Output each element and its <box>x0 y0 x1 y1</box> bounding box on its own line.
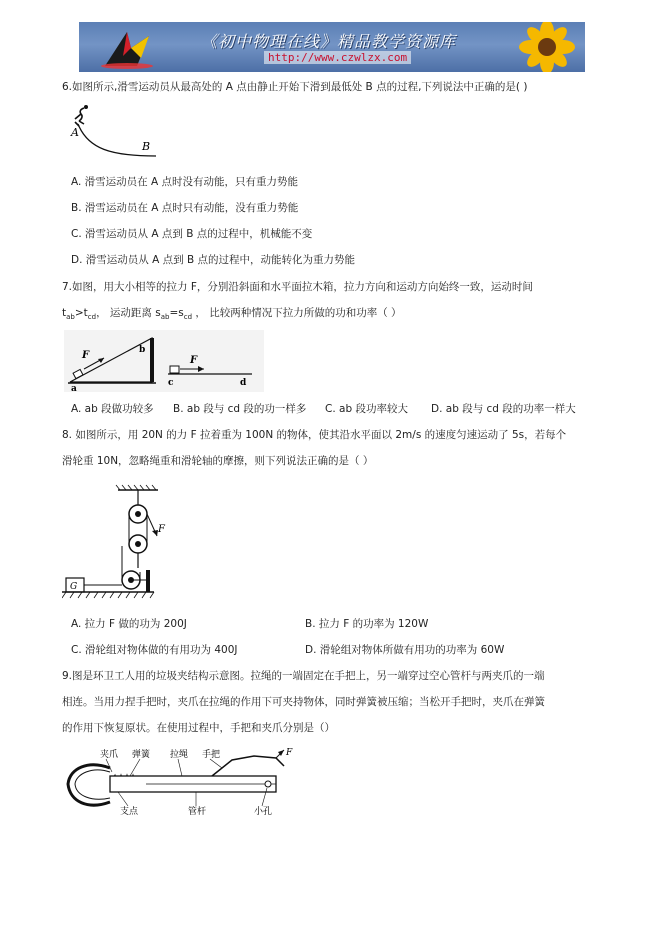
q9-label-claw: 夹爪 <box>100 750 119 760</box>
q7-label-f2: F <box>190 355 198 366</box>
q7-option-d: D. ab 段与 cd 段的功率一样大 <box>431 403 576 415</box>
q7-label-a: a <box>71 384 77 392</box>
q8-option-b: B. 拉力 F 的功率为 120W <box>305 618 429 630</box>
q7-stem: 7.如图，用大小相等的拉力 F，分别沿斜面和水平面拉木箱，拉力方向和运动方向始终一致，运动时间 <box>62 281 533 293</box>
q8-label-f: F <box>158 524 165 535</box>
q9-stem-line2: 相连。当用力捏手把时，夹爪在拉绳的作用下可夹持物体，同时弹簧被压缩；当松开手把时，夹爪在弹簧 <box>62 696 545 708</box>
q8-option-c: C. 滑轮组对物体做的有用功为 400J <box>71 644 238 656</box>
q9-label-hole: 小孔 <box>254 807 273 817</box>
q9-label-f: F <box>286 748 293 758</box>
q7-option-c: C. ab 段功率较大 <box>325 403 408 415</box>
sunflower-icon <box>509 22 585 72</box>
q9-stem-line3: 的作用下恢复原状。在使用过程中，手把和夹爪分别是（） <box>62 722 335 734</box>
q9-label-tube: 管杆 <box>188 807 207 817</box>
q6-label-a: A <box>71 126 79 139</box>
q6-option-d: D. 滑雪运动员从 A 点到 B 点的过程中，动能转化为重力势能 <box>71 254 355 266</box>
q8-stem-line1: 8. 如图所示，用 20N 的力 F 拉着重为 100N 的物体，使其沿水平面以 2m/s 的速度匀速运动了 5s，若每个 <box>62 429 567 441</box>
q9-label-rope: 拉绳 <box>170 750 189 760</box>
q7-label-f1: F <box>82 350 90 361</box>
q8-option-d: D. 滑轮组对物体所做有用功的功率为 60W <box>305 644 505 656</box>
q7-condition: $t_{ab}>t_{cd}$， 运动距离 $s_{ab}=s_{cd}$ ， 比较两种情况下拉力所做的功和功率（ ） <box>62 307 402 322</box>
q9-stem-line1: 9.图是环卫工人用的垃圾夹结构示意图。拉绳的一端固定在手把上，另一端穿过空心管杆与两夹爪的一端 <box>62 670 545 682</box>
q6-option-c: C. 滑雪运动员从 A 点到 B 点的过程中，机械能不变 <box>71 228 313 240</box>
q8-figure-pulley <box>62 484 170 606</box>
q6-label-b: B <box>142 140 151 153</box>
q7-option-a: A. ab 段做功较多 <box>71 403 154 415</box>
q9-label-pivot: 支点 <box>120 807 139 817</box>
q7-label-b: b <box>139 345 146 355</box>
q6-option-a: A. 滑雪运动员在 A 点时没有动能，只有重力势能 <box>71 176 299 188</box>
q6-stem: 6.如图所示,滑雪运动员从最高处的 A 点由静止开始下滑到最低处 B 点的过程,下列说法中正确的是( ) <box>62 81 528 93</box>
q7-label-d: d <box>240 378 247 388</box>
q8-option-a: A. 拉力 F 做的功为 200J <box>71 618 187 630</box>
logo-icon <box>97 26 157 70</box>
q7-figure <box>64 330 264 392</box>
header-banner <box>79 22 585 72</box>
q9-figure-grabber <box>62 746 294 826</box>
q8-stem-line2: 滑轮重 10N，忽略绳重和滑轮轴的摩擦，则下列说法正确的是（ ） <box>62 455 374 467</box>
banner-url[interactable]: http://www.czwlzx.com <box>264 51 411 64</box>
q9-label-spring: 弹簧 <box>132 750 151 760</box>
q9-label-handle: 手把 <box>202 750 221 760</box>
q7-label-c: c <box>168 378 174 388</box>
q6-option-b: B. 滑雪运动员在 A 点时只有动能，没有重力势能 <box>71 202 299 214</box>
q6-figure-slope <box>66 104 166 162</box>
q7-option-b: B. ab 段与 cd 段的功一样多 <box>173 403 307 415</box>
banner-title: 《初中物理在线》精品教学资源库 <box>201 32 457 51</box>
q8-label-g: G <box>70 582 78 592</box>
